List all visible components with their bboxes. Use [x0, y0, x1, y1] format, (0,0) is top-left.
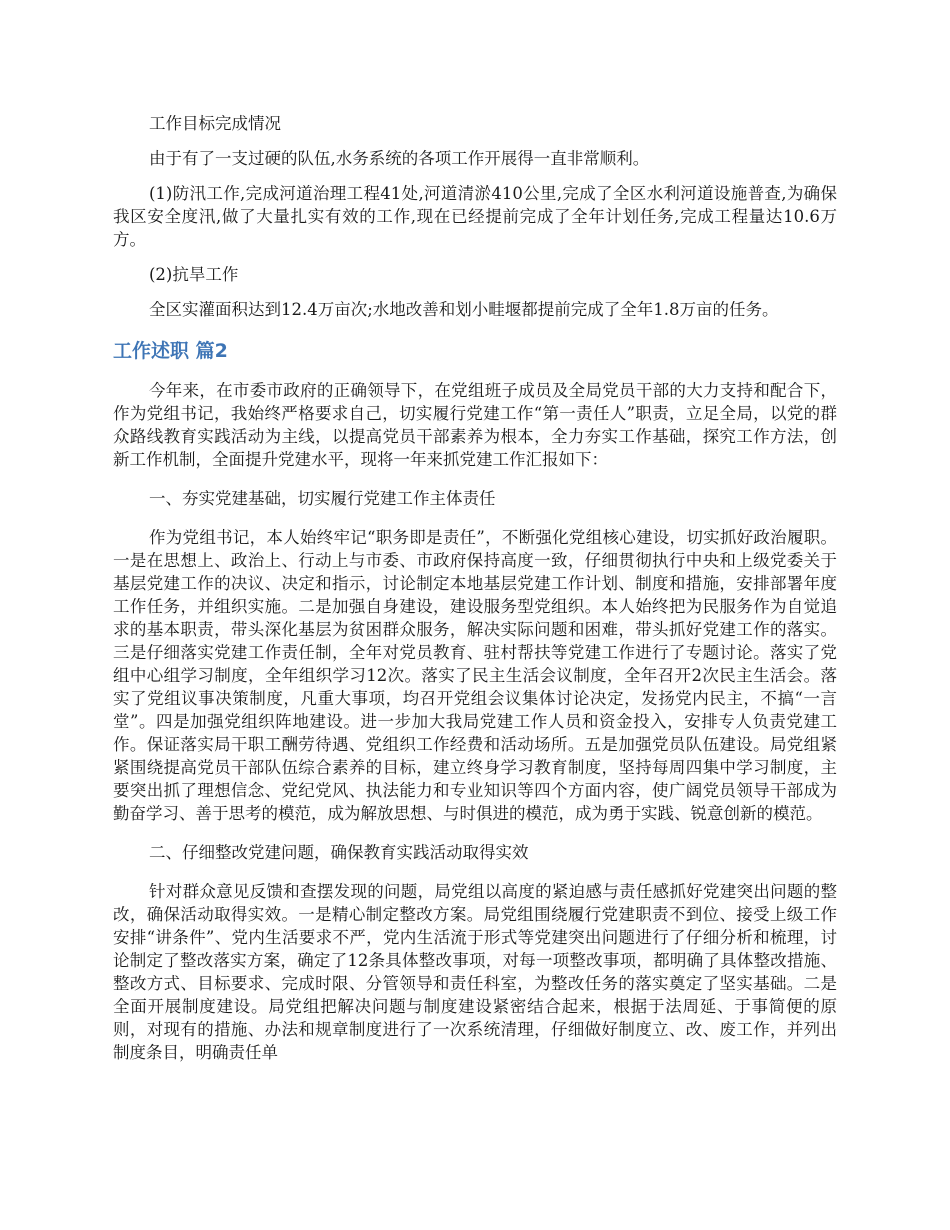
- subheading-rectification: 二、仔细整改党建问题，确保教育实践活动取得实效: [149, 843, 529, 862]
- paragraph-report-intro: 今年来，在市委市政府的正确领导下，在党组班子成员及全局党员干部的大力支持和配合下，作为党组书记，我始终严格要求自己，切实履行党建工作“第一责任人”职责，立足全局，以党的群众路线教育实践活动为主线，以提高党员干部素养为根本，全力夯实工作基础，探究工作方法，创新工作机制，全面提升党建水平，现将一年来抓党建工作汇报如下：: [113, 381, 837, 469]
- paragraph-drought-body: 全区实灌面积达到12.4万亩次;水地改善和划小畦堰都提前完成了全年1.8万亩的任务。: [149, 300, 779, 319]
- paragraph-rectification: 针对群众意见反馈和查摆发现的问题，局党组以高度的紧迫感与责任感抓好党建突出问题的整改，确保活动取得实效。一是精心制定整改方案。局党组围绕履行党建职责不到位、接受上级工作安排“讲条件”、党内生活要求不严，党内生活流于形式等党建突出问题进行了仔细分析和梳理，讨论制定了整改落实方案，确定了12条具体整改事项，对每一项整改事项，都明确了具体整改措施、整改方式、目标要求、完成时限、分管领导和责任科室，为整改任务的落实奠定了坚实基础。二是全面开展制度建设。局党组把解决问题与制度建设紧密结合起来，根据于法周延、于事简便的原则，对现有的措施、办法和规章制度进行了一次系统清理，仔细做好制度立、改、废工作，并列出制度条目，明确责任单: [113, 882, 837, 1062]
- subheading-party-foundation: 一、夯实党建基础，切实履行党建工作主体责任: [149, 489, 496, 508]
- paragraph-flood-control: (1)防汛工作,完成河道治理工程41处,河道清淤410公里,完成了全区水利河道设施普查,为确保我区安全度汛,做了大量扎实有效的工作,现在已经提前完成了全年计划任务,完成工程量达10.6万方。: [113, 184, 837, 249]
- paragraph-party-foundation: 作为党组书记，本人始终牢记“职务即是责任”，不断强化党组核心建设，切实抓好政治履职。一是在思想上、政治上、行动上与市委、市政府保持高度一致，仔细贯彻执行中央和上级党委关于基层党建工作的决议、决定和指示，讨论制定本地基层党建工作计划、制度和措施，安排部署年度工作任务，并组织实施。二是加强自身建设，建设服务型党组织。本人始终把为民服务作为自觉追求的基本职责，带头深化基层为贫困群众服务，解决实际问题和困难，带头抓好党建工作的落实。三是仔细落实党建工作责任制，全年对党员教育、驻村帮扶等党建工作进行了专题讨论。落实了党组中心组学习制度，全年组织学习12次。落实了民主生活会议制度，全年召开2次民主生活会。落实了党组议事决策制度，凡重大事项，均召开党组会议集体讨论决定，发扬党内民主，不搞“一言堂”。四是加强党组织阵地建设。进一步加大我局党建工作人员和资金投入，安排专人负责党建工作。保证落实局干职工酬劳待遇、党组织工作经费和活动场所。五是加强党员队伍建设。局党组紧紧围绕提高党员干部队伍综合素养的目标，建立终身学习教育制度，坚持每周四集中学习制度，主要突出抓了理想信念、党纪党风、执法能力和专业知识等四个方面内容，使广阔党员领导干部成为勤奋学习、善于思考的模范，成为解放思想、与时俱进的模范，成为勇于实践、锐意创新的模范。: [113, 528, 837, 823]
- paragraph-intro: 由于有了一支过硬的队伍,水务系统的各项工作开展得一直非常顺利。: [149, 149, 650, 168]
- paragraph-drought-title: (2)抗旱工作: [149, 265, 239, 284]
- document-page: [113, 112, 837, 1064]
- heading-work-report-part2: 工作述职 篇2: [113, 340, 228, 362]
- section-title-work-goals: 工作目标完成情况: [149, 114, 281, 133]
